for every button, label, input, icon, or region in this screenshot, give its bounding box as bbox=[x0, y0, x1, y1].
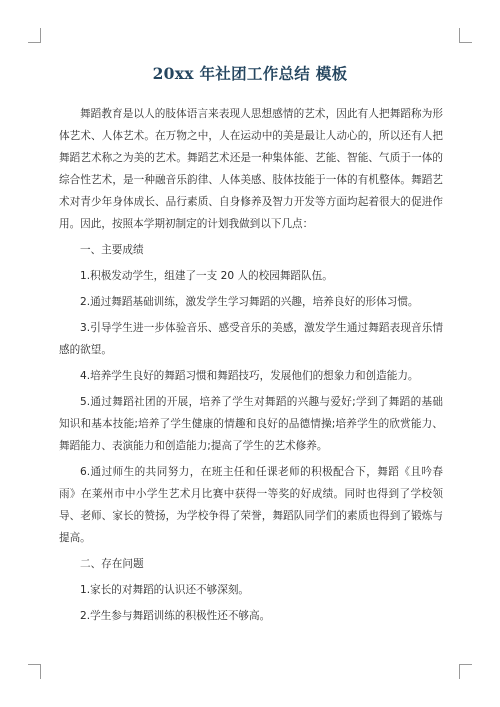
section-heading-problems: 二、存在问题 bbox=[80, 558, 144, 570]
achievement-item-6: 6.通过师生的共同努力，在班主任和任课老师的积极配合下，舞蹈《且吟春雨》在莱州市中小学生艺术月比赛中获得一等奖的好成绩。同时也得到了学校领导、老师、家长的赞扬，为学校争得了荣誉，舞蹈队同学们的素质也得到了锻炼与提高。 bbox=[59, 466, 443, 544]
section-heading-achievements: 一、主要成绩 bbox=[80, 244, 144, 256]
achievement-item-3: 3.引导学生进一步体验音乐、感受音乐的美感，激发学生通过舞蹈表现音乐情感的欲望。 bbox=[59, 322, 443, 356]
document-body bbox=[59, 103, 443, 627]
problem-item-1: 1.家长的对舞蹈的认识还不够深刻。 bbox=[80, 584, 250, 596]
achievement-item-5: 5.通过舞蹈社团的开展，培养了学生对舞蹈的兴趣与爱好;学到了舞蹈的基础知识和基本技能;培养了学生健康的情趣和良好的品德情操;培养学生的欣赏能力、舞蹈能力、表演能力和创造能力;提高了学生的艺术修养。 bbox=[59, 396, 443, 452]
achievement-item-1: 1.积极发动学生，组建了一支 20 人的校园舞蹈队伍。 bbox=[80, 270, 333, 282]
achievement-item-2: 2.通过舞蹈基础训练，激发学生学习舞蹈的兴趣，培养良好的形体习惯。 bbox=[80, 296, 419, 308]
document-title: 20xx 年社团工作总结 模板 bbox=[152, 64, 348, 83]
page-corner-mark-top-left bbox=[28, 28, 41, 43]
intro-paragraph: 舞蹈教育是以人的肢体语言来表现人思想感情的艺术，因此有人把舞蹈称为形体艺术、人体艺术。在万物之中，人在运动中的美是最让人动心的，所以还有人把舞蹈艺术称之为美的艺术。舞蹈艺术还是一种集体能、艺能、智能、气质于一体的综合性艺术，是一种融音乐韵律、人体美感、肢体技能于一体的有机整体。舞蹈艺术对青少年身体成长、品行素质、自身修养及智力开发等方面均起着很大的促进作用。因此，按照本学期初制定的计划我做到以下几点： bbox=[59, 108, 443, 230]
page-corner-mark-top-right bbox=[459, 28, 472, 43]
page-corner-mark-bottom-left bbox=[28, 664, 41, 679]
page-corner-mark-bottom-right bbox=[459, 664, 472, 679]
achievement-item-4: 4.培养学生良好的舞蹈习惯和舞蹈技巧，发展他们的想象力和创造能力。 bbox=[80, 370, 419, 382]
problem-item-2: 2.学生参与舞蹈训练的积极性还不够高。 bbox=[80, 610, 271, 622]
